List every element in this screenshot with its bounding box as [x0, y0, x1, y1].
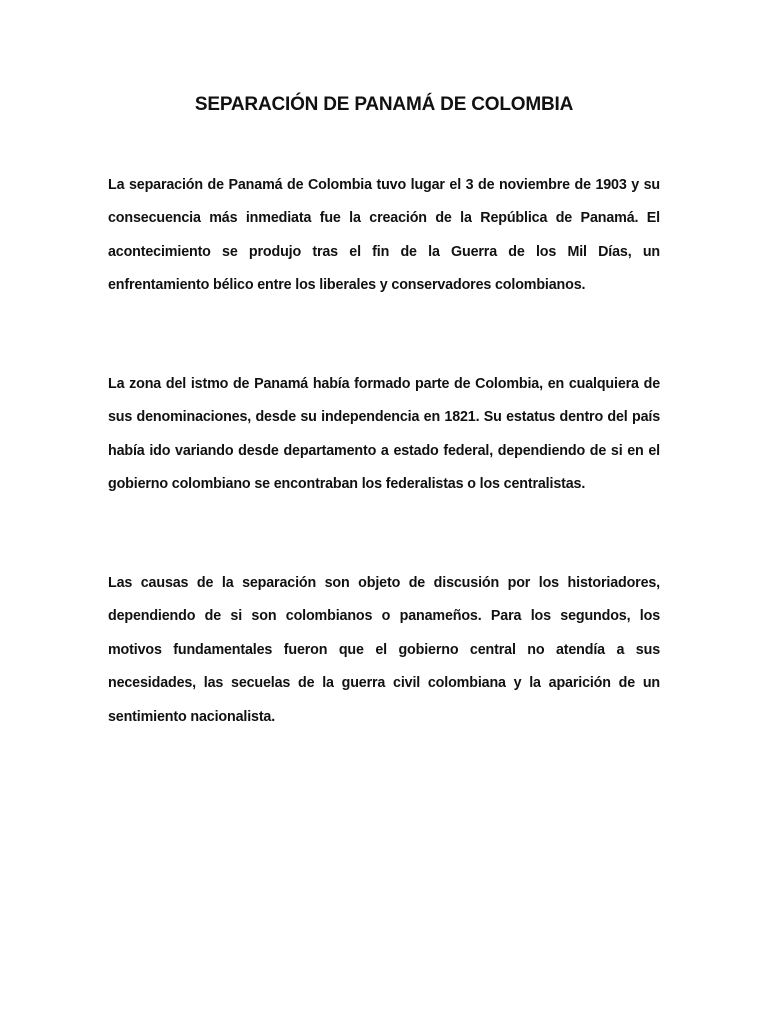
paragraph-1: La separación de Panamá de Colombia tuvo lugar el 3 de noviembre de 1903 y su consecuencia más inmediata fue la creación de la República de Panamá. El acontecimiento se produjo tras el fin de la Guerra de los Mil Días, un enfrentamiento bélico entre los liberales y conservadores colombianos. — [108, 177, 660, 294]
paragraph-3: Las causas de la separación son objeto de discusión por los historiadores, dependiendo de si son colombianos o panameños. Para los segundos, los motivos fundamentales fueron que el gobierno central no atendía a sus necesidades, las secuelas de la guerra civil colombiana y la aparición de un sentimiento nacionalista. — [108, 575, 660, 725]
paragraph-2: La zona del istmo de Panamá había formado parte de Colombia, en cualquiera de sus denominaciones, desde su independencia en 1821. Su estatus dentro del país había ido variando desde departamento a estado federal, dependiendo de si en el gobierno colombiano se encontraban los federalistas o los centralistas. — [108, 376, 660, 493]
document-title: SEPARACIÓN DE PANAMÁ DE COLOMBIA — [194, 94, 574, 115]
